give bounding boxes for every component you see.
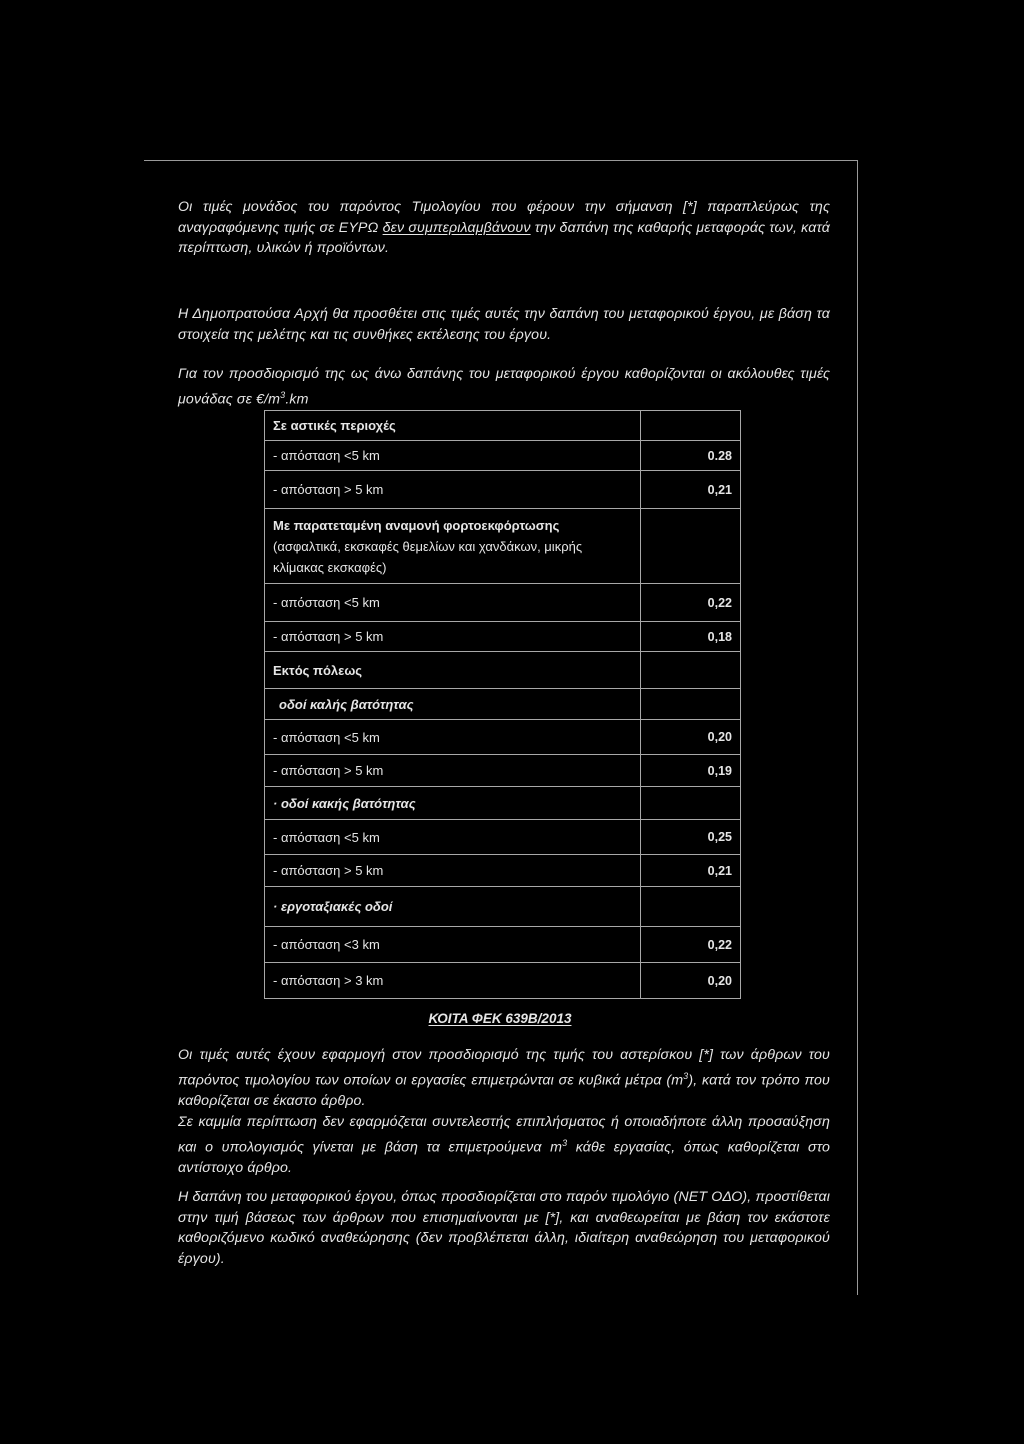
row-value: 0,21 (641, 471, 741, 509)
row-value: 0,22 (641, 584, 741, 622)
table-row (265, 787, 741, 820)
table-row (265, 622, 741, 652)
subsection-good-roads: οδοί καλής βατότητας (265, 689, 641, 720)
row-label: - απόσταση > 5 km (265, 755, 641, 787)
section-urban: Σε αστικές περιοχές (265, 411, 641, 441)
outro-paragraph-1: Οι τιμές αυτές έχουν εφαρμογή στον προσδιορισμό της τιμής του αστερίσκου [*] των άρθρων του παρόντος τιμολογίου των οποίων οι εργασίες επιμετρώνται σε κυβικά μέτρα $(m^3)$, κατά τον τρόπο που καθορίζεται σε έκαστο άρθρο. (178, 1047, 830, 1109)
section-outside-city: Εκτός πόλεως (265, 652, 641, 689)
section-extended-wait (265, 509, 641, 584)
table-row (265, 652, 741, 689)
row-value: 0,21 (641, 855, 741, 887)
table-row (265, 689, 741, 720)
row-label: - απόσταση <5 km (265, 584, 641, 622)
row-label: - απόσταση > 5 km (265, 471, 641, 509)
row-value: 0,20 (641, 963, 741, 999)
table-row (265, 963, 741, 999)
row-label: - απόσταση > 3 km (265, 963, 641, 999)
table-row (265, 887, 741, 927)
table-row (265, 855, 741, 887)
table-row (265, 927, 741, 963)
intro-paragraph-1: Οι τιμές μονάδος του παρόντος Τιμολογίου που φέρουν την σήμανση [*] παραπλεύρως της αναγραφόμενης τιμής σε ΕΥΡΩ δεν συμπεριλαμβάνουν την δαπάνη της καθαρής μεταφοράς των, κατά περίπτωση, υλικών ή προϊόντων. (178, 199, 830, 256)
table-row (265, 584, 741, 622)
row-value: 0,22 (641, 927, 741, 963)
row-label: - απόσταση <3 km (265, 927, 641, 963)
outro-paragraph-3: Η δαπάνη του μεταφορικού έργου, όπως προσδιορίζεται στο παρόν τιμολόγιο (ΝΕΤ ΟΔΟ), προστίθεται στην τιμή βάσεως των άρθρων που επισημαίνονται με [*], και αναθεωρείται με βάση τον εκάστοτε καθοριζόμενο κωδικό αναθεώρησης (δεν προβλέπεται άλλη, ιδιαίτερη αναθεώρηση του μεταφορικού έργου). (178, 1189, 830, 1267)
table-row (265, 441, 741, 471)
row-label: - απόσταση <5 km (265, 820, 641, 855)
section-extended-note: (ασφαλτικά, εκσκαφές θεμελίων και χανδάκων, μικρής κλίμακας εκσκαφές) (273, 538, 583, 575)
transport-rates-table (264, 410, 741, 999)
table-row (265, 820, 741, 855)
subsection-bad-roads: · οδοί κακής βατότητας (265, 787, 641, 820)
row-label: - απόσταση > 5 km (265, 855, 641, 887)
table-row (265, 411, 741, 441)
row-value: 0,20 (641, 720, 741, 755)
table-row (265, 509, 741, 584)
row-label: - απόσταση <5 km (265, 720, 641, 755)
outro-paragraph-2: Σε καμμία περίπτωση δεν εφαρμόζεται συντελεστής επιπλήσματος ή οποιαδήποτε άλλη προσαύξηση και ο υπολογισμός γίνεται με βάση τα επιμετρούμενα $m^3$ κάθε εργασίας, όπως καθορίζεται στο αντίστοιχο άρθρο. (178, 1114, 830, 1176)
row-value: 0,19 (641, 755, 741, 787)
intro-paragraph-3: Για τον προσδιορισμό της ως άνω δαπάνης του μεταφορικού έργου καθορίζονται οι ακόλουθες τιμές μονάδας σε $€/m^3.km$ (178, 366, 830, 408)
section-extended-title: Με παρατεταμένη αναμονή φορτοεκφόρτωσης (273, 517, 560, 533)
table-row (265, 471, 741, 509)
subsection-site-roads: · εργοταξιακές οδοί (265, 887, 641, 927)
row-label: - απόσταση > 5 km (265, 622, 641, 652)
row-label: - απόσταση <5 km (265, 441, 641, 471)
underlined-phrase: δεν συμπεριλαμβάνουν (382, 219, 531, 236)
intro-paragraph-2: Η Δημοπρατούσα Αρχή θα προσθέτει στις τιμές αυτές την δαπάνη του μεταφορικού έργου, με βάση τα στοιχεία της μελέτης και τις συνθήκες εκτέλεσης του έργου. (178, 306, 830, 343)
row-value: 0.28 (641, 441, 741, 471)
row-value: 0,18 (641, 622, 741, 652)
table-row (265, 755, 741, 787)
row-value: 0,25 (641, 820, 741, 855)
gazette-reference: ΚΟΙΤΑ ΦΕΚ 639Β/2013 (428, 1011, 572, 1026)
table-row (265, 720, 741, 755)
